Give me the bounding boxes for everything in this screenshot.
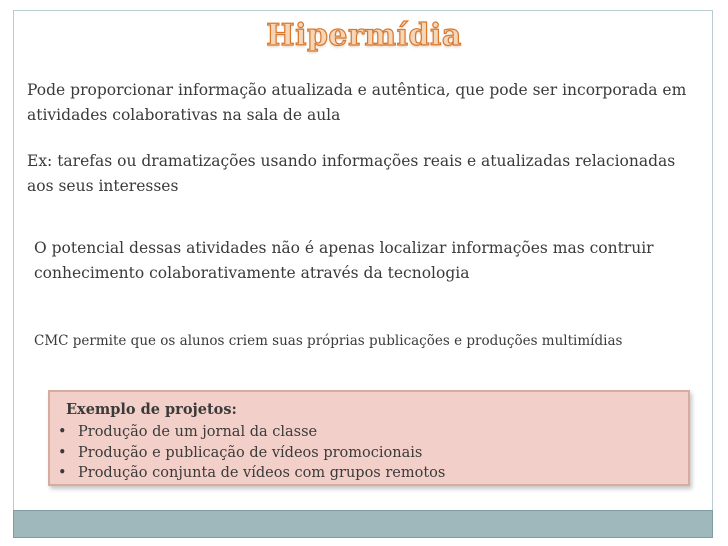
list-item-label: Produção conjunta de vídeos com grupos remotos	[78, 465, 446, 481]
list-item	[58, 422, 676, 443]
paragraph-3: O potencial dessas atividades não é apenas localizar informações mas contruir conhecimento colaborativamente através da tecnologia	[34, 239, 654, 282]
list-item	[58, 463, 676, 484]
example-projects-heading: Exemplo de projetos:	[66, 401, 237, 418]
list-item	[58, 443, 676, 464]
slide-title: Hipermídia	[266, 18, 462, 53]
paragraph-2: Ex: tarefas ou dramatizações usando informações reais e atualizadas relacionadas aos seus interesses	[27, 152, 676, 195]
example-projects-box	[48, 390, 690, 486]
paragraph-1: Pode proporcionar informação atualizada e autêntica, que pode ser incorporada em atividades colaborativas na sala de aula	[27, 81, 687, 124]
list-item-label: Produção e publicação de vídeos promocionais	[78, 444, 423, 461]
list-item-label: Produção de um jornal da classe	[78, 424, 318, 440]
example-projects-list	[58, 422, 676, 484]
bullet-icon: •	[58, 465, 67, 481]
footer-band	[13, 510, 713, 538]
paragraph-4: CMC permite que os alunos criem suas próprias publicações e produções multimídias	[34, 333, 623, 349]
bullet-icon: •	[58, 444, 67, 461]
bullet-icon: •	[58, 424, 67, 440]
